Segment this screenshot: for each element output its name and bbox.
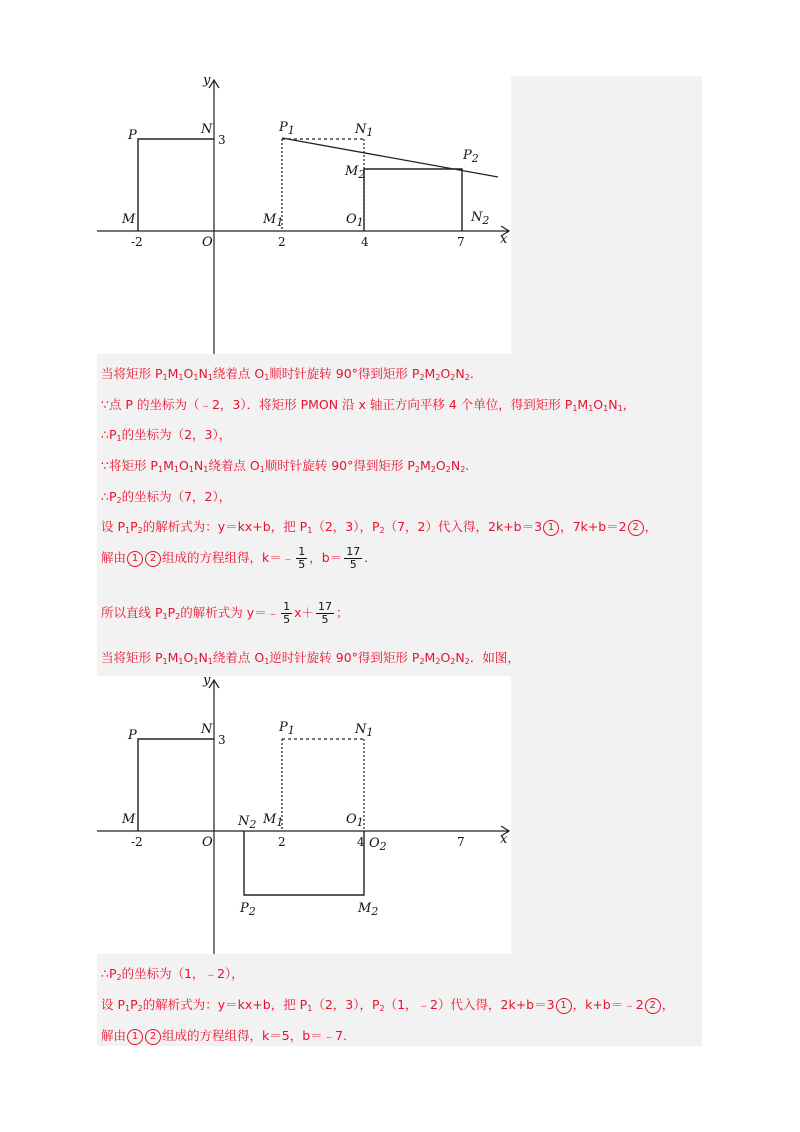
label-N1: $N_1$ (355, 122, 374, 139)
label-N2: $N_2$ (471, 210, 490, 227)
label-N: N (201, 722, 213, 737)
text-line-1: 当将矩形 $P_1M_1O_1N_1$绕着点 $O_1$顺时针旋转 90°得到矩形 $P_2M_2O_2N_2$. (101, 366, 474, 382)
circled-2: 2 (145, 551, 161, 567)
y-label: y (203, 76, 211, 88)
tick-2: 2 (278, 235, 286, 249)
label-P1: $P_1$ (279, 720, 295, 737)
tick-4: 4 (361, 235, 369, 249)
label-N1: $N_1$ (355, 722, 374, 739)
label-P2: $P_2$ (240, 901, 256, 918)
label-M: M (122, 212, 136, 227)
text-line-10: $\therefore P_2$的坐标为（1，﹣2）， (101, 966, 244, 982)
label-P: P (128, 728, 137, 743)
circled-1: 1 (127, 1029, 143, 1045)
text-line-5: $\therefore P_2$的坐标为（7，2）， (101, 489, 232, 505)
rect-PMON (138, 739, 214, 831)
x-label: x (500, 232, 508, 247)
rect-P2M2O2N2 (244, 831, 364, 895)
figure-2-svg (97, 676, 511, 954)
label-O1: $O_1$ (346, 212, 364, 229)
tick-2: 2 (278, 835, 286, 849)
fraction-17-5: $\frac{17}{5}$ (346, 545, 361, 571)
text-line-11: 设 $P_1P_2$的解析式为：y＝kx+b，把 $P_1(2$，3），$P_2(1$，﹣2）代入得，2k+b＝3 1 ，k+b＝﹣2 2 ， (101, 997, 675, 1013)
text-line-6: 设 $P_1P_2$的解析式为：y＝kx+b，把 $P_1(2$，3），$P_2(7$，2）代入得，2k+b＝3 1 ，7k+b＝2 2 ， (101, 519, 658, 535)
circled-2: 2 (645, 998, 661, 1014)
text-line-3: $\therefore P_1$的坐标为（2，3）， (101, 427, 232, 443)
circled-1: 1 (543, 520, 559, 536)
fraction-1-5: $\frac{1}{5}$ (283, 600, 291, 626)
x-label: x (500, 832, 508, 847)
text-line-4: ∵将矩形 $P_1M_1O_1N_1$绕着点 $O_1$顺时针旋转 90°得到矩形 $P_2M_2O_2N_2$. (101, 458, 470, 474)
tick-4: 4 (357, 835, 365, 849)
text-line-12: 解由 1 2 组成的方程组得，k＝5，b＝﹣7. (101, 1028, 348, 1043)
tick-3: 3 (218, 733, 226, 747)
label-M1: $M_1$ (263, 812, 284, 829)
label-M: M (122, 812, 136, 827)
circled-1: 1 (127, 551, 143, 567)
label-M2: $M_2$ (345, 164, 366, 181)
text-line-9: 当将矩形 $P_1M_1O_1N_1$绕着点 $O_1$逆时针旋转 90°得到矩形 $P_2M_2O_2N_2$．如图， (101, 650, 520, 666)
label-O: O (202, 235, 213, 250)
fraction-17-5: $\frac{17}{5}$ (318, 600, 333, 626)
label-O: O (202, 835, 213, 850)
figure-1 (97, 76, 511, 354)
label-P1: $P_1$ (279, 120, 295, 137)
label-O2: $O_2$ (369, 836, 387, 853)
circled-1: 1 (556, 998, 572, 1014)
y-label: y (203, 676, 211, 688)
text-line-7: 解由 1 2 组成的方程组得，k＝﹣ $\frac{1}{5}$ ，b＝ $\frac{17}{5}$ ． (101, 545, 377, 571)
circled-2: 2 (145, 1029, 161, 1045)
label-M1: $M_1$ (263, 212, 284, 229)
tick-neg2: -2 (131, 235, 143, 249)
label-O1: $O_1$ (346, 812, 364, 829)
label-P2: $P_2$ (463, 148, 479, 165)
tick-7: 7 (457, 835, 465, 849)
text-line-8: 所以直线 $P_1P_2$的解析式为 y＝﹣ $\frac{1}{5}$ x＋ $\frac{17}{5}$ ； (101, 600, 349, 626)
label-M2: $M_2$ (358, 901, 379, 918)
figure-1-svg (97, 76, 511, 354)
label-P: P (128, 128, 137, 143)
figure-2 (97, 676, 511, 954)
circled-2: 2 (628, 520, 644, 536)
tick-7: 7 (457, 235, 465, 249)
tick-neg2: -2 (131, 835, 143, 849)
fraction-1-5: $\frac{1}{5}$ (298, 545, 306, 571)
label-N: N (201, 122, 213, 137)
rect-PMON (138, 139, 214, 231)
label-N2: $N_2$ (238, 814, 257, 831)
text-line-2: ∵点 P 的坐标为（﹣2，3）．将矩形 PMON 沿 x 轴正方向平移 4 个单位，得到矩形 $P_1M_1O_1N_1$， (101, 397, 636, 413)
tick-3: 3 (218, 133, 226, 147)
rect-P2M2O2N2 (364, 169, 462, 231)
